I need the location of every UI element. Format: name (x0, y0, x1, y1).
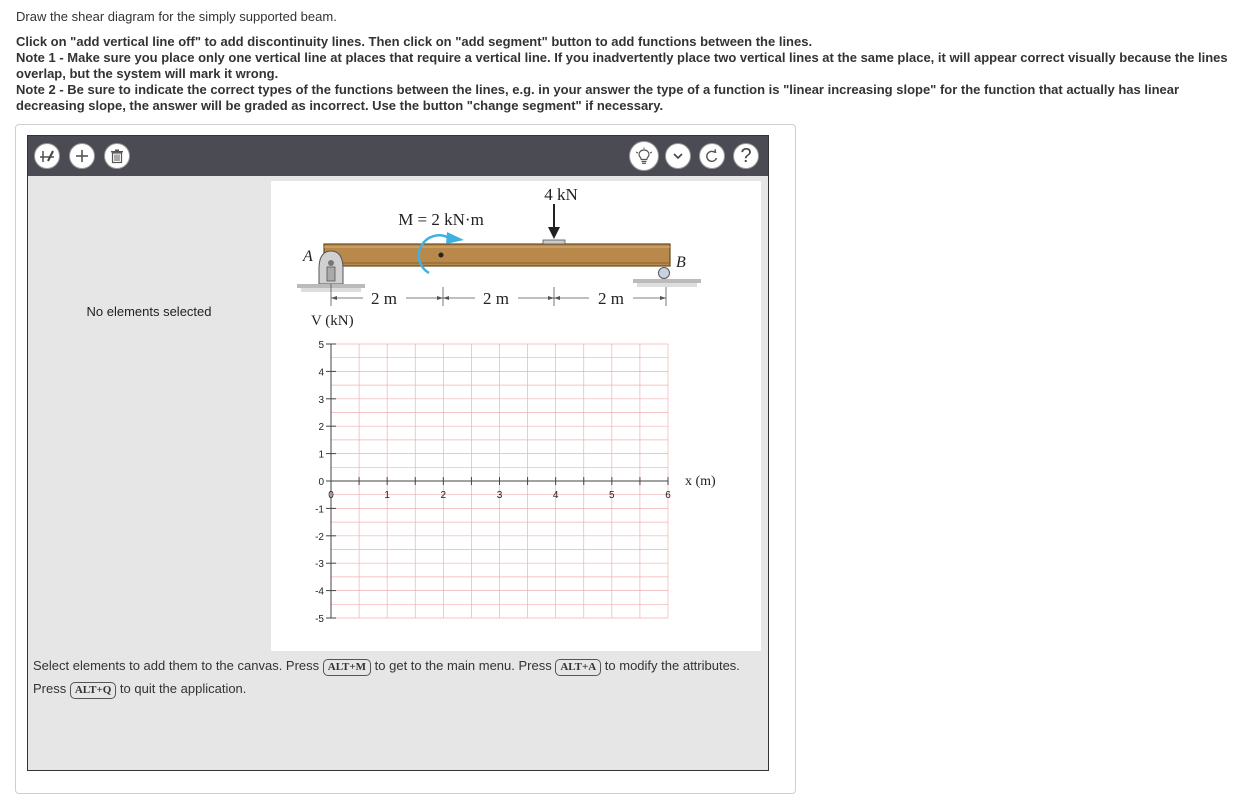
roller-support-b (633, 268, 701, 288)
shortcut-main-menu: ALT+M (323, 659, 371, 676)
shortcut-modify: ALT+A (555, 659, 601, 676)
x-tick-label: 0 (328, 490, 334, 501)
selection-status: No elements selected (86, 304, 212, 319)
status-text-3: to modify the attributes. Press (33, 658, 740, 696)
y-tick-label: -4 (315, 586, 324, 598)
add-segment-button[interactable] (69, 143, 95, 169)
add-segment-icon (74, 148, 90, 164)
y-tick-label: 0 (318, 477, 324, 488)
y-tick-label: -5 (315, 614, 324, 625)
span-2-label: 2 m (483, 289, 509, 308)
x-tick-label: 3 (496, 490, 503, 501)
help-icon: ? (740, 145, 752, 167)
x-axis-label: x (m) (685, 474, 716, 489)
drawing-app (27, 135, 769, 771)
hint-button[interactable] (629, 141, 659, 171)
note-1: Note 1 - Make sure you place only one vertical line at places that require a vertical line. If you inadvertently place two vertical lines at the same place, it will appear correct visually because the lines overlap, but the system will mark it wrong. (16, 50, 1228, 81)
point-b-label: B (676, 254, 686, 271)
moment-label: M = 2 kN·m (398, 210, 484, 229)
status-bar (33, 654, 753, 700)
note-2: Note 2 - Be sure to indicate the correct types of the functions between the lines, e.g. in your answer the type of a function is "linear increasing slope" for the function that actually has linear decreasing slope, the answer will be graded as incorrect. Use the button "change segment" if necessary. (16, 82, 1180, 113)
x-tick-label: 5 (609, 490, 615, 501)
status-text-2: to get to the main menu. Press (374, 658, 552, 673)
x-tick-label: 2 (440, 490, 447, 501)
shortcut-quit: ALT+Q (70, 682, 116, 699)
beam-figure (297, 185, 701, 308)
y-axis-label: V (kN) (311, 313, 354, 329)
force-label: 4 kN (544, 185, 578, 204)
lightbulb-icon (635, 147, 653, 165)
y-tick-label: 4 (318, 367, 324, 379)
span-1-label: 2 m (371, 289, 397, 308)
question-intro: Draw the shear diagram for the simply supported beam. (16, 9, 337, 24)
reset-button[interactable] (699, 143, 725, 169)
add-vertical-line-button[interactable] (34, 143, 60, 169)
point-load-arrow (543, 204, 565, 244)
point-a-label: A (303, 248, 313, 265)
span-3-label: 2 m (598, 289, 624, 308)
chevron-down-icon (672, 150, 684, 162)
reset-icon (704, 148, 720, 164)
delete-button[interactable] (104, 143, 130, 169)
x-tick-label: 6 (665, 490, 671, 501)
trash-icon (109, 148, 125, 164)
x-tick-label: 1 (384, 490, 390, 501)
y-tick-label: -1 (315, 504, 324, 516)
y-tick-label: -3 (315, 559, 324, 571)
instruction-text: Click on "add vertical line off" to add discontinuity lines. Then click on "add segment" button to add functions between the lines. (16, 34, 813, 49)
question-instructions (16, 34, 1241, 114)
y-tick-label: -2 (315, 531, 324, 543)
y-tick-label: 2 (318, 422, 324, 434)
x-tick-label: 4 (552, 490, 559, 501)
shear-chart[interactable] (315, 340, 671, 625)
beam-figure-and-chart (271, 181, 761, 651)
status-text-1: Select elements to add them to the canvas. Press (33, 658, 320, 673)
toolbar (28, 136, 768, 176)
help-button[interactable] (733, 143, 759, 169)
drawing-canvas[interactable] (271, 181, 761, 651)
status-text-4: to quit the application. (119, 681, 247, 696)
add-vertical-line-icon (39, 148, 55, 164)
dropdown-button[interactable] (665, 143, 691, 169)
y-tick-label: 1 (318, 449, 324, 461)
y-tick-label: 5 (318, 340, 324, 351)
y-tick-label: 3 (318, 394, 324, 406)
